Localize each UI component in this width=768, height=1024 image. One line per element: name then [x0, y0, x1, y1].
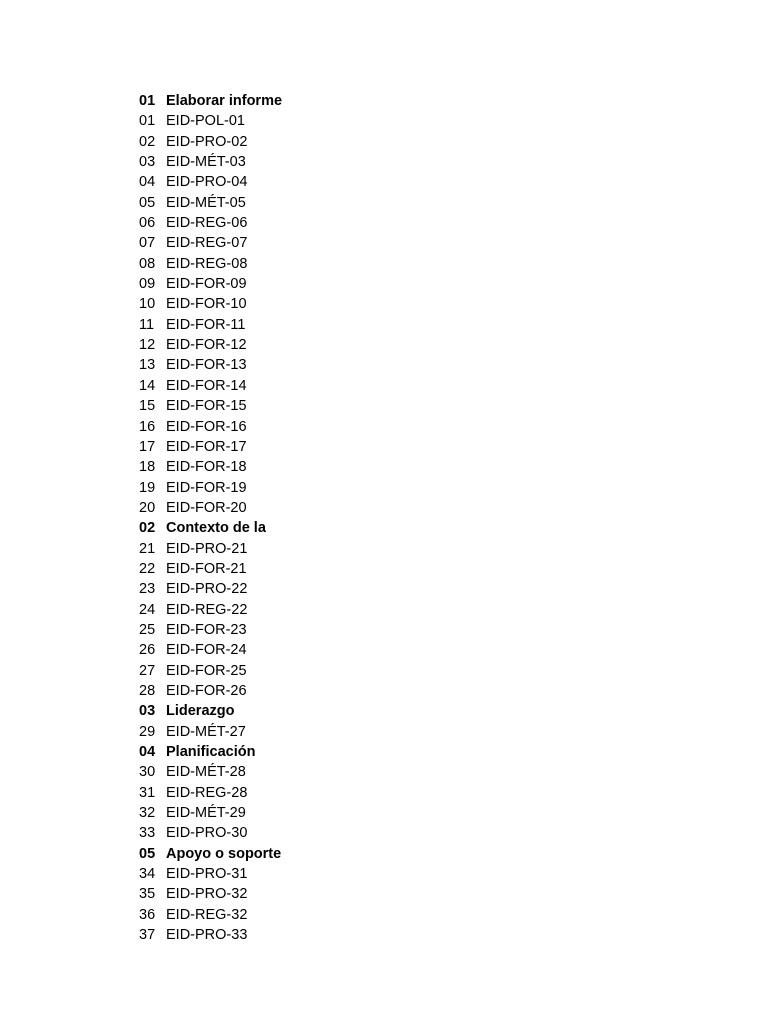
section-number: 03 — [139, 703, 156, 720]
document-code-row — [139, 355, 279, 375]
document-code: EID-MÉT-03 — [166, 154, 246, 171]
document-list — [139, 91, 283, 945]
row-number: 15 — [139, 398, 156, 415]
document-code-row — [139, 396, 279, 416]
document-code-row — [139, 579, 279, 599]
document-code-row — [139, 213, 279, 233]
section-heading-row — [139, 742, 279, 762]
row-number: 09 — [139, 276, 156, 293]
row-number: 05 — [139, 194, 156, 211]
document-code: EID-FOR-10 — [166, 296, 247, 313]
row-number: 25 — [139, 621, 156, 638]
row-number: 14 — [139, 377, 156, 394]
document-code-row — [139, 803, 279, 823]
row-number: 32 — [139, 805, 156, 822]
row-number: 30 — [139, 764, 156, 781]
row-number: 03 — [139, 154, 156, 171]
document-code-row — [139, 823, 279, 843]
row-number: 12 — [139, 337, 156, 354]
section-heading-row — [139, 701, 279, 721]
row-number: 36 — [139, 906, 156, 923]
document-code-row — [139, 417, 279, 437]
document-code: EID-FOR-25 — [166, 662, 247, 679]
row-number: 26 — [139, 642, 156, 659]
document-code: EID-REG-28 — [166, 784, 248, 801]
document-code-row — [139, 274, 279, 294]
document-code: EID-FOR-14 — [166, 377, 247, 394]
document-code-row — [139, 783, 279, 803]
document-code: EID-FOR-09 — [166, 276, 247, 293]
section-title: Planificación — [166, 744, 256, 760]
section-number: 01 — [139, 93, 156, 109]
document-code: EID-FOR-26 — [166, 682, 247, 699]
document-code-row — [139, 335, 279, 355]
document-code: EID-PRO-02 — [166, 133, 248, 150]
document-code: EID-PRO-32 — [166, 886, 248, 903]
document-code-row — [139, 864, 279, 884]
section-heading-row — [139, 91, 283, 111]
document-code: EID-FOR-12 — [166, 337, 247, 354]
document-code: EID-PRO-33 — [166, 927, 248, 944]
section-title: Elaborar informe — [166, 93, 283, 109]
section-title: Apoyo o soporte — [166, 845, 282, 862]
document-code: EID-FOR-15 — [166, 398, 247, 415]
section-title: Contexto de la — [166, 520, 266, 537]
document-code-row — [139, 132, 279, 152]
document-code-row — [139, 172, 279, 192]
document-code: EID-FOR-11 — [166, 316, 246, 333]
row-number: 35 — [139, 886, 156, 903]
document-code: EID-FOR-17 — [166, 438, 247, 455]
document-code-row — [139, 437, 279, 457]
row-number: 02 — [139, 133, 156, 150]
document-code: EID-FOR-13 — [166, 357, 247, 374]
row-number: 08 — [139, 255, 156, 272]
row-number: 23 — [139, 581, 156, 598]
document-code: EID-PRO-30 — [166, 825, 248, 842]
document-code-row — [139, 600, 279, 620]
row-number: 22 — [139, 560, 156, 577]
document-code: EID-REG-22 — [166, 601, 248, 618]
row-number: 20 — [139, 499, 156, 516]
document-code-row — [139, 193, 279, 213]
document-code: EID-FOR-24 — [166, 642, 247, 659]
document-code-row — [139, 539, 279, 559]
row-number: 34 — [139, 866, 156, 883]
document-code-row — [139, 681, 279, 701]
document-code: EID-MÉT-05 — [166, 194, 246, 211]
row-number: 01 — [139, 113, 156, 130]
document-code-row — [139, 376, 279, 396]
document-code: EID-REG-08 — [166, 255, 248, 272]
row-number: 04 — [139, 174, 156, 191]
row-number: 10 — [139, 296, 156, 313]
row-number: 27 — [139, 662, 156, 679]
document-code-row — [139, 640, 279, 660]
row-number: 31 — [139, 784, 156, 801]
section-number: 05 — [139, 845, 156, 862]
document-code-row — [139, 294, 279, 314]
document-code: EID-FOR-20 — [166, 499, 247, 516]
document-code-row — [139, 498, 279, 518]
row-number: 28 — [139, 682, 156, 699]
document-code: EID-FOR-18 — [166, 459, 247, 476]
document-code-row — [139, 884, 279, 904]
row-number: 29 — [139, 723, 156, 740]
document-code-row — [139, 233, 279, 253]
document-code-row — [139, 661, 279, 681]
row-number: 18 — [139, 459, 156, 476]
document-code-row — [139, 722, 279, 742]
row-number: 37 — [139, 927, 156, 944]
document-code-row — [139, 905, 279, 925]
document-code-row — [139, 478, 279, 498]
row-number: 19 — [139, 479, 156, 496]
row-number: 21 — [139, 540, 156, 557]
document-code: EID-MÉT-27 — [166, 723, 246, 740]
row-number: 24 — [139, 601, 156, 618]
document-code: EID-PRO-04 — [166, 174, 248, 191]
document-code: EID-FOR-19 — [166, 479, 247, 496]
document-code: EID-MÉT-29 — [166, 805, 246, 822]
document-code: EID-REG-32 — [166, 906, 248, 923]
row-number: 06 — [139, 215, 156, 232]
document-code-row — [139, 152, 279, 172]
document-code-row — [139, 925, 279, 945]
document-code-row — [139, 620, 279, 640]
section-heading-row — [139, 844, 282, 864]
document-code-row — [139, 559, 279, 579]
document-code: EID-PRO-21 — [166, 540, 248, 557]
document-code: EID-FOR-16 — [166, 418, 247, 435]
document-code: EID-MÉT-28 — [166, 764, 246, 781]
section-title: Liderazgo — [166, 703, 235, 720]
row-number: 33 — [139, 825, 156, 842]
document-code-row — [139, 315, 279, 335]
section-number: 04 — [139, 744, 156, 760]
document-code: EID-REG-07 — [166, 235, 248, 252]
document-code: EID-FOR-23 — [166, 621, 247, 638]
document-code-row — [139, 111, 279, 131]
document-code: EID-REG-06 — [166, 215, 248, 232]
document-code: EID-PRO-22 — [166, 581, 248, 598]
document-code: EID-POL-01 — [166, 113, 245, 130]
row-number: 13 — [139, 357, 156, 374]
row-number: 11 — [139, 316, 155, 333]
document-code: EID-FOR-21 — [166, 560, 247, 577]
row-number: 17 — [139, 438, 156, 455]
section-heading-row — [139, 518, 279, 538]
row-number: 16 — [139, 418, 156, 435]
section-number: 02 — [139, 520, 156, 537]
document-code-row — [139, 762, 279, 782]
document-code: EID-PRO-31 — [166, 866, 248, 883]
row-number: 07 — [139, 235, 156, 252]
document-code-row — [139, 254, 279, 274]
document-code-row — [139, 457, 279, 477]
